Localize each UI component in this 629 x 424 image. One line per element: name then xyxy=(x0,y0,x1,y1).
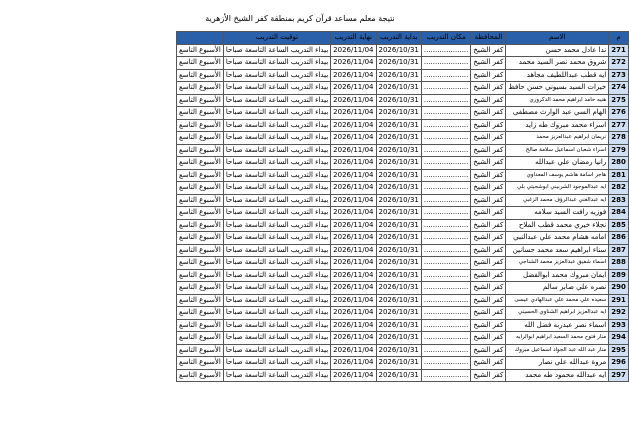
governorate-cell: كفر الشيخ xyxy=(471,357,506,370)
trainee-name-cell: هنيه حامد ابراهيم محمد الدكروري xyxy=(506,94,609,107)
training-end-cell: 2026/11/04 xyxy=(331,182,376,195)
training-place-cell: .................... xyxy=(421,94,471,107)
training-place-cell: .................... xyxy=(421,369,471,382)
training-place-cell: .................... xyxy=(421,107,471,120)
header-num: م xyxy=(609,32,629,45)
training-week-cell: الأسبوع التاسع xyxy=(177,144,224,157)
training-place-cell: .................... xyxy=(421,332,471,345)
training-start-cell: 2026/10/31 xyxy=(376,69,421,82)
training-time-cell: بيداء التدريب الساعة التاسعة صباحا xyxy=(223,157,330,170)
table-row xyxy=(177,294,629,307)
training-end-cell: 2026/11/04 xyxy=(331,169,376,182)
table-row xyxy=(177,57,629,70)
governorate-cell: كفر الشيخ xyxy=(471,282,506,295)
training-place-cell: .................... xyxy=(421,269,471,282)
training-end-cell: 2026/11/04 xyxy=(331,132,376,145)
table-row xyxy=(177,169,629,182)
training-time-cell: بيداء التدريب الساعة التاسعة صباحا xyxy=(223,344,330,357)
training-week-cell: الأسبوع التاسع xyxy=(177,44,224,57)
trainee-name-cell: منار فتوح محمد السعيد ابراهيم ابوالرايه xyxy=(506,332,609,345)
training-start-cell: 2026/10/31 xyxy=(376,207,421,220)
governorate-cell: كفر الشيخ xyxy=(471,44,506,57)
table-header-row xyxy=(177,32,629,45)
training-end-cell: 2026/11/04 xyxy=(331,107,376,120)
row-number-cell: 293 xyxy=(609,319,629,332)
training-week-cell: الأسبوع التاسع xyxy=(177,344,224,357)
training-place-cell: .................... xyxy=(421,132,471,145)
training-end-cell: 2026/11/04 xyxy=(331,144,376,157)
row-number-cell: 285 xyxy=(609,219,629,232)
training-week-cell: الأسبوع التاسع xyxy=(177,232,224,245)
table-row xyxy=(177,94,629,107)
training-place-cell: .................... xyxy=(421,244,471,257)
training-time-cell: بيداء التدريب الساعة التاسعة صباحا xyxy=(223,57,330,70)
table-row xyxy=(177,207,629,220)
training-start-cell: 2026/10/31 xyxy=(376,232,421,245)
training-start-cell: 2026/10/31 xyxy=(376,182,421,195)
trainee-name-cell: ايه عبدالموجود الشربيني ابوشحيتي بلي xyxy=(506,182,609,195)
training-start-cell: 2026/10/31 xyxy=(376,219,421,232)
header-training-end: نهاية التدريب xyxy=(331,32,376,45)
table-row xyxy=(177,369,629,382)
table-row xyxy=(177,107,629,120)
trainee-name-cell: فوزيه رافت السيد سلامه xyxy=(506,207,609,220)
training-week-cell: الأسبوع التاسع xyxy=(177,194,224,207)
table-row xyxy=(177,182,629,195)
training-place-cell: .................... xyxy=(421,257,471,270)
governorate-cell: كفر الشيخ xyxy=(471,182,506,195)
training-place-cell: .................... xyxy=(421,357,471,370)
training-place-cell: .................... xyxy=(421,294,471,307)
training-place-cell: .................... xyxy=(421,157,471,170)
table-row xyxy=(177,194,629,207)
training-place-cell: .................... xyxy=(421,69,471,82)
governorate-cell: كفر الشيخ xyxy=(471,344,506,357)
trainee-name-cell: ايمان مبروك محمد ابوالفضل xyxy=(506,269,609,282)
training-end-cell: 2026/11/04 xyxy=(331,207,376,220)
training-time-cell: بيداء التدريب الساعة التاسعة صباحا xyxy=(223,69,330,82)
training-start-cell: 2026/10/31 xyxy=(376,257,421,270)
trainee-name-cell: اسراء محمد مبروك طه زايد xyxy=(506,119,609,132)
governorate-cell: كفر الشيخ xyxy=(471,369,506,382)
training-week-cell: الأسبوع التاسع xyxy=(177,307,224,320)
training-time-cell: بيداء التدريب الساعة التاسعة صباحا xyxy=(223,144,330,157)
training-start-cell: 2026/10/31 xyxy=(376,307,421,320)
row-number-cell: 271 xyxy=(609,44,629,57)
trainee-name-cell: هاجر اسامة هاشم يوسف المعداوي xyxy=(506,169,609,182)
governorate-cell: كفر الشيخ xyxy=(471,69,506,82)
training-start-cell: 2026/10/31 xyxy=(376,157,421,170)
row-number-cell: 273 xyxy=(609,69,629,82)
row-number-cell: 295 xyxy=(609,344,629,357)
governorate-cell: كفر الشيخ xyxy=(471,144,506,157)
table-row xyxy=(177,307,629,320)
table-row xyxy=(177,319,629,332)
training-week-cell: الأسبوع التاسع xyxy=(177,119,224,132)
governorate-cell: كفر الشيخ xyxy=(471,107,506,120)
training-time-cell: بيداء التدريب الساعة التاسعة صباحا xyxy=(223,182,330,195)
training-end-cell: 2026/11/04 xyxy=(331,57,376,70)
row-number-cell: 289 xyxy=(609,269,629,282)
table-row xyxy=(177,269,629,282)
row-number-cell: 297 xyxy=(609,369,629,382)
training-start-cell: 2026/10/31 xyxy=(376,119,421,132)
header-name: الاسم xyxy=(506,32,609,45)
header-training-start: بداية التدريب xyxy=(376,32,421,45)
governorate-cell: كفر الشيخ xyxy=(471,219,506,232)
training-place-cell: .................... xyxy=(421,119,471,132)
governorate-cell: كفر الشيخ xyxy=(471,94,506,107)
row-number-cell: 278 xyxy=(609,132,629,145)
training-place-cell: .................... xyxy=(421,169,471,182)
training-start-cell: 2026/10/31 xyxy=(376,132,421,145)
table-row xyxy=(177,82,629,95)
table-row xyxy=(177,69,629,82)
table-row xyxy=(177,219,629,232)
trainee-name-cell: اسماء نصر عبدربه فضل الله xyxy=(506,319,609,332)
training-time-cell: بيداء التدريب الساعة التاسعة صباحا xyxy=(223,244,330,257)
training-week-cell: الأسبوع التاسع xyxy=(177,269,224,282)
training-end-cell: 2026/11/04 xyxy=(331,82,376,95)
training-start-cell: 2026/10/31 xyxy=(376,57,421,70)
training-time-cell: بيداء التدريب الساعة التاسعة صباحا xyxy=(223,357,330,370)
training-end-cell: 2026/11/04 xyxy=(331,282,376,295)
training-end-cell: 2026/11/04 xyxy=(331,44,376,57)
row-number-cell: 283 xyxy=(609,194,629,207)
training-time-cell: بيداء التدريب الساعة التاسعة صباحا xyxy=(223,332,330,345)
trainee-name-cell: شروق محمد نصر السيد محمد xyxy=(506,57,609,70)
header-extra xyxy=(177,32,224,45)
governorate-cell: كفر الشيخ xyxy=(471,257,506,270)
training-time-cell: بيداء التدريب الساعة التاسعة صباحا xyxy=(223,269,330,282)
table-row xyxy=(177,44,629,57)
governorate-cell: كفر الشيخ xyxy=(471,332,506,345)
trainee-name-cell: ايه عبدالعزيز ابراهيم الشناوي الحسيني xyxy=(506,307,609,320)
table-row xyxy=(177,332,629,345)
training-end-cell: 2026/11/04 xyxy=(331,344,376,357)
row-number-cell: 277 xyxy=(609,119,629,132)
training-week-cell: الأسبوع التاسع xyxy=(177,257,224,270)
training-week-cell: الأسبوع التاسع xyxy=(177,94,224,107)
training-start-cell: 2026/10/31 xyxy=(376,169,421,182)
trainee-name-cell: ايه قطب عبداللطيف مجاهد xyxy=(506,69,609,82)
header-training-time: توقيت التدريب xyxy=(223,32,330,45)
row-number-cell: 288 xyxy=(609,257,629,270)
training-end-cell: 2026/11/04 xyxy=(331,332,376,345)
governorate-cell: كفر الشيخ xyxy=(471,269,506,282)
trainee-name-cell: ندا عادل محمد حسن xyxy=(506,44,609,57)
training-week-cell: الأسبوع التاسع xyxy=(177,244,224,257)
training-week-cell: الأسبوع التاسع xyxy=(177,82,224,95)
training-end-cell: 2026/11/04 xyxy=(331,194,376,207)
table-row xyxy=(177,119,629,132)
table-row xyxy=(177,357,629,370)
training-place-cell: .................... xyxy=(421,182,471,195)
table-row xyxy=(177,232,629,245)
trainee-name-cell: اسماء شفيق عبدالعزيز محمد الشناجي xyxy=(506,257,609,270)
row-number-cell: 286 xyxy=(609,232,629,245)
training-time-cell: بيداء التدريب الساعة التاسعة صباحا xyxy=(223,232,330,245)
training-end-cell: 2026/11/04 xyxy=(331,157,376,170)
training-place-cell: .................... xyxy=(421,44,471,57)
training-week-cell: الأسبوع التاسع xyxy=(177,157,224,170)
table-row xyxy=(177,282,629,295)
training-end-cell: 2026/11/04 xyxy=(331,219,376,232)
trainee-name-cell: نريمان ابراهيم عبدالعزيز محمد xyxy=(506,132,609,145)
training-week-cell: الأسبوع التاسع xyxy=(177,107,224,120)
trainee-name-cell: رانيا رمضان علي عبدالله xyxy=(506,157,609,170)
training-end-cell: 2026/11/04 xyxy=(331,119,376,132)
row-number-cell: 287 xyxy=(609,244,629,257)
trainee-name-cell: امامه هشام محمد علي عبدالنبي xyxy=(506,232,609,245)
trainee-name-cell: ايه عبدالله محمود طه محمد xyxy=(506,369,609,382)
training-start-cell: 2026/10/31 xyxy=(376,319,421,332)
trainee-name-cell: ايه عبدالغني عبدالرؤف محمد الزغبي xyxy=(506,194,609,207)
training-end-cell: 2026/11/04 xyxy=(331,369,376,382)
training-week-cell: الأسبوع التاسع xyxy=(177,57,224,70)
trainee-name-cell: خيرات السيد بسيوني حسن حافظ xyxy=(506,82,609,95)
trainee-name-cell: نجلاء خيري محمد قطب الملاح xyxy=(506,219,609,232)
training-start-cell: 2026/10/31 xyxy=(376,282,421,295)
row-number-cell: 279 xyxy=(609,144,629,157)
row-number-cell: 281 xyxy=(609,169,629,182)
training-time-cell: بيداء التدريب الساعة التاسعة صباحا xyxy=(223,257,330,270)
governorate-cell: كفر الشيخ xyxy=(471,244,506,257)
row-number-cell: 294 xyxy=(609,332,629,345)
training-end-cell: 2026/11/04 xyxy=(331,357,376,370)
training-week-cell: الأسبوع التاسع xyxy=(177,369,224,382)
training-end-cell: 2026/11/04 xyxy=(331,257,376,270)
training-start-cell: 2026/10/31 xyxy=(376,332,421,345)
governorate-cell: كفر الشيخ xyxy=(471,157,506,170)
training-end-cell: 2026/11/04 xyxy=(331,232,376,245)
training-time-cell: بيداء التدريب الساعة التاسعة صباحا xyxy=(223,132,330,145)
table-body xyxy=(177,44,629,382)
governorate-cell: كفر الشيخ xyxy=(471,169,506,182)
training-start-cell: 2026/10/31 xyxy=(376,269,421,282)
training-place-cell: .................... xyxy=(421,207,471,220)
training-end-cell: 2026/11/04 xyxy=(331,307,376,320)
header-governorate: المحافظة xyxy=(471,32,506,45)
training-end-cell: 2026/11/04 xyxy=(331,319,376,332)
training-time-cell: بيداء التدريب الساعة التاسعة صباحا xyxy=(223,294,330,307)
governorate-cell: كفر الشيخ xyxy=(471,57,506,70)
header-training-place: مكان التدريب xyxy=(421,32,471,45)
training-start-cell: 2026/10/31 xyxy=(376,357,421,370)
training-week-cell: الأسبوع التاسع xyxy=(177,169,224,182)
training-week-cell: الأسبوع التاسع xyxy=(177,132,224,145)
training-place-cell: .................... xyxy=(421,319,471,332)
training-start-cell: 2026/10/31 xyxy=(376,107,421,120)
table-row xyxy=(177,144,629,157)
training-time-cell: بيداء التدريب الساعة التاسعة صباحا xyxy=(223,307,330,320)
training-place-cell: .................... xyxy=(421,57,471,70)
training-start-cell: 2026/10/31 xyxy=(376,344,421,357)
training-start-cell: 2026/10/31 xyxy=(376,294,421,307)
training-place-cell: .................... xyxy=(421,307,471,320)
training-place-cell: .................... xyxy=(421,282,471,295)
training-time-cell: بيداء التدريب الساعة التاسعة صباحا xyxy=(223,207,330,220)
training-start-cell: 2026/10/31 xyxy=(376,244,421,257)
training-end-cell: 2026/11/04 xyxy=(331,94,376,107)
training-week-cell: الأسبوع التاسع xyxy=(177,294,224,307)
training-time-cell: بيداء التدريب الساعة التاسعة صباحا xyxy=(223,94,330,107)
training-end-cell: 2026/11/04 xyxy=(331,269,376,282)
training-time-cell: بيداء التدريب الساعة التاسعة صباحا xyxy=(223,44,330,57)
training-time-cell: بيداء التدريب الساعة التاسعة صباحا xyxy=(223,82,330,95)
governorate-cell: كفر الشيخ xyxy=(471,119,506,132)
training-start-cell: 2026/10/31 xyxy=(376,369,421,382)
governorate-cell: كفر الشيخ xyxy=(471,294,506,307)
row-number-cell: 292 xyxy=(609,307,629,320)
training-start-cell: 2026/10/31 xyxy=(376,94,421,107)
row-number-cell: 291 xyxy=(609,294,629,307)
governorate-cell: كفر الشيخ xyxy=(471,82,506,95)
training-time-cell: بيداء التدريب الساعة التاسعة صباحا xyxy=(223,119,330,132)
row-number-cell: 284 xyxy=(609,207,629,220)
row-number-cell: 275 xyxy=(609,94,629,107)
row-number-cell: 274 xyxy=(609,82,629,95)
table-row xyxy=(177,344,629,357)
training-place-cell: .................... xyxy=(421,144,471,157)
training-time-cell: بيداء التدريب الساعة التاسعة صباحا xyxy=(223,369,330,382)
training-start-cell: 2026/10/31 xyxy=(376,44,421,57)
governorate-cell: كفر الشيخ xyxy=(471,232,506,245)
training-week-cell: الأسبوع التاسع xyxy=(177,182,224,195)
governorate-cell: كفر الشيخ xyxy=(471,132,506,145)
training-week-cell: الأسبوع التاسع xyxy=(177,332,224,345)
governorate-cell: كفر الشيخ xyxy=(471,307,506,320)
training-week-cell: الأسبوع التاسع xyxy=(177,282,224,295)
governorate-cell: كفر الشيخ xyxy=(471,319,506,332)
training-start-cell: 2026/10/31 xyxy=(376,82,421,95)
trainee-name-cell: سعيده علي محمد علي عبدالهادي عيسى xyxy=(506,294,609,307)
training-end-cell: 2026/11/04 xyxy=(331,244,376,257)
training-place-cell: .................... xyxy=(421,82,471,95)
training-time-cell: بيداء التدريب الساعة التاسعة صباحا xyxy=(223,319,330,332)
training-start-cell: 2026/10/31 xyxy=(376,144,421,157)
training-place-cell: .................... xyxy=(421,344,471,357)
trainee-name-cell: الهام السي عبد الوارث مصطفى xyxy=(506,107,609,120)
training-week-cell: الأسبوع التاسع xyxy=(177,357,224,370)
row-number-cell: 290 xyxy=(609,282,629,295)
row-number-cell: 272 xyxy=(609,57,629,70)
trainee-name-cell: مروة عبدالله علي نصار xyxy=(506,357,609,370)
training-time-cell: بيداء التدريب الساعة التاسعة صباحا xyxy=(223,169,330,182)
trainee-name-cell: سناء ابراهيم سعد محمد حسانين xyxy=(506,244,609,257)
results-table xyxy=(176,31,629,382)
training-place-cell: .................... xyxy=(421,219,471,232)
training-time-cell: بيداء التدريب الساعة التاسعة صباحا xyxy=(223,194,330,207)
trainee-name-cell: اسراء شعبان اسماعيل سلامة صالح xyxy=(506,144,609,157)
training-time-cell: بيداء التدريب الساعة التاسعة صباحا xyxy=(223,107,330,120)
training-week-cell: الأسبوع التاسع xyxy=(177,319,224,332)
trainee-name-cell: نصره علي صابر سالم xyxy=(506,282,609,295)
training-end-cell: 2026/11/04 xyxy=(331,69,376,82)
table-row xyxy=(177,132,629,145)
row-number-cell: 276 xyxy=(609,107,629,120)
training-time-cell: بيداء التدريب الساعة التاسعة صباحا xyxy=(223,282,330,295)
governorate-cell: كفر الشيخ xyxy=(471,194,506,207)
training-time-cell: بيداء التدريب الساعة التاسعة صباحا xyxy=(223,219,330,232)
trainee-name-cell: منار عبد الله عبد الجواد اسماعيل مبروك xyxy=(506,344,609,357)
row-number-cell: 282 xyxy=(609,182,629,195)
training-start-cell: 2026/10/31 xyxy=(376,194,421,207)
training-place-cell: .................... xyxy=(421,194,471,207)
row-number-cell: 296 xyxy=(609,357,629,370)
table-row xyxy=(177,257,629,270)
training-week-cell: الأسبوع التاسع xyxy=(177,69,224,82)
training-week-cell: الأسبوع التاسع xyxy=(177,219,224,232)
governorate-cell: كفر الشيخ xyxy=(471,207,506,220)
training-end-cell: 2026/11/04 xyxy=(331,294,376,307)
training-place-cell: .................... xyxy=(421,232,471,245)
table-row xyxy=(177,244,629,257)
training-week-cell: الأسبوع التاسع xyxy=(177,207,224,220)
page-title: نتيجة معلم مساعد قرآن كريم بمنطقة كفر الشيخ الأزهرية xyxy=(205,14,395,23)
row-number-cell: 280 xyxy=(609,157,629,170)
table-row xyxy=(177,157,629,170)
